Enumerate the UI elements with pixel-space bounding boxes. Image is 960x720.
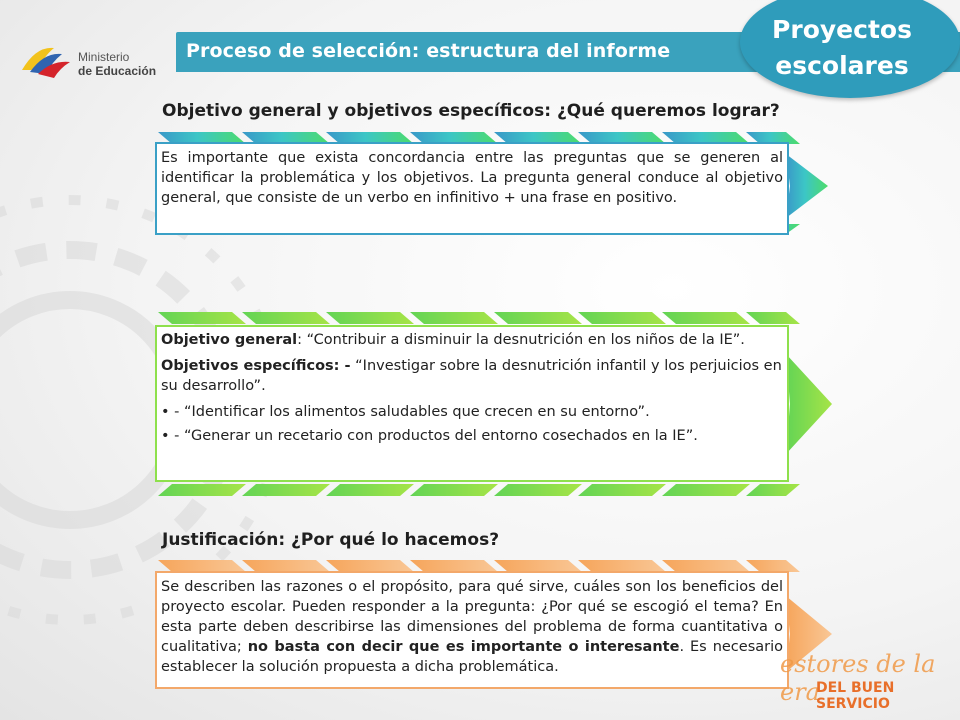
specific-objective-bullet: • - “Identificar los alimentos saludables que crecen en su entorno”. [161, 404, 650, 420]
general-objective [161, 330, 783, 350]
justification-heading: Justificación: ¿Por qué lo hacemos? [162, 530, 500, 550]
specific-objectives-label: Objetivos específicos: - [161, 358, 351, 374]
ministerio-logo [14, 36, 174, 84]
justification-text-b: . Es necesario establecer la solución propuesta a dicha problemática. [161, 639, 783, 675]
badge-line-2: escolares [775, 51, 909, 80]
justification-text-a: Se describen las razones o el propósito, para qué sirve, cuáles son los beneficios del proyecto escolar. Pueden responder a la pregunta: ¿Por qué se escogió el tema? En esta parte deben describirse las dimensiones del problema de forma cuantitativa o cualitativa; [161, 579, 783, 655]
specific-objective-bullet: • - “Generar un recetario con productos del entorno cosechados en la IE”. [161, 428, 698, 444]
slogan-watermark [780, 650, 960, 710]
objectives-heading: Objetivo general y objetivos específicos: ¿Qué queremos lograr? [162, 101, 780, 121]
objectives-textbox: Es importante que exista concordancia entre las preguntas que se generen al identificar la problemática y los objetivos. La pregunta general conduce al objetivo general, que consiste de un verbo en infinitivo + una frase en positivo. [155, 142, 789, 235]
ecuador-flag-icon [14, 40, 74, 80]
specific-objectives [161, 356, 783, 396]
badge-line-1: Proyectos [772, 15, 912, 44]
slogan-line-1: estores de la era [780, 650, 936, 706]
example-textbox [155, 325, 789, 482]
logo-line-1: Ministerio [78, 50, 130, 64]
justification-textbox [155, 571, 789, 689]
specific-objectives-text: “Investigar sobre la desnutrición infantil y los perjuicios en su desarrollo”. [161, 358, 782, 394]
general-objective-label: Objetivo general [161, 332, 298, 348]
slogan-line-2: DEL BUEN SERVICIO [816, 680, 895, 712]
page-title: Proceso de selección: estructura del informe [186, 40, 671, 62]
general-objective-text: : “Contribuir a disminuir la desnutrición en los niños de la IE”. [297, 332, 745, 348]
justification-text-bold: no basta con decir que es importante o interesante [247, 639, 680, 655]
logo-line-2: de Educación [78, 64, 157, 78]
badge-text [742, 12, 942, 84]
